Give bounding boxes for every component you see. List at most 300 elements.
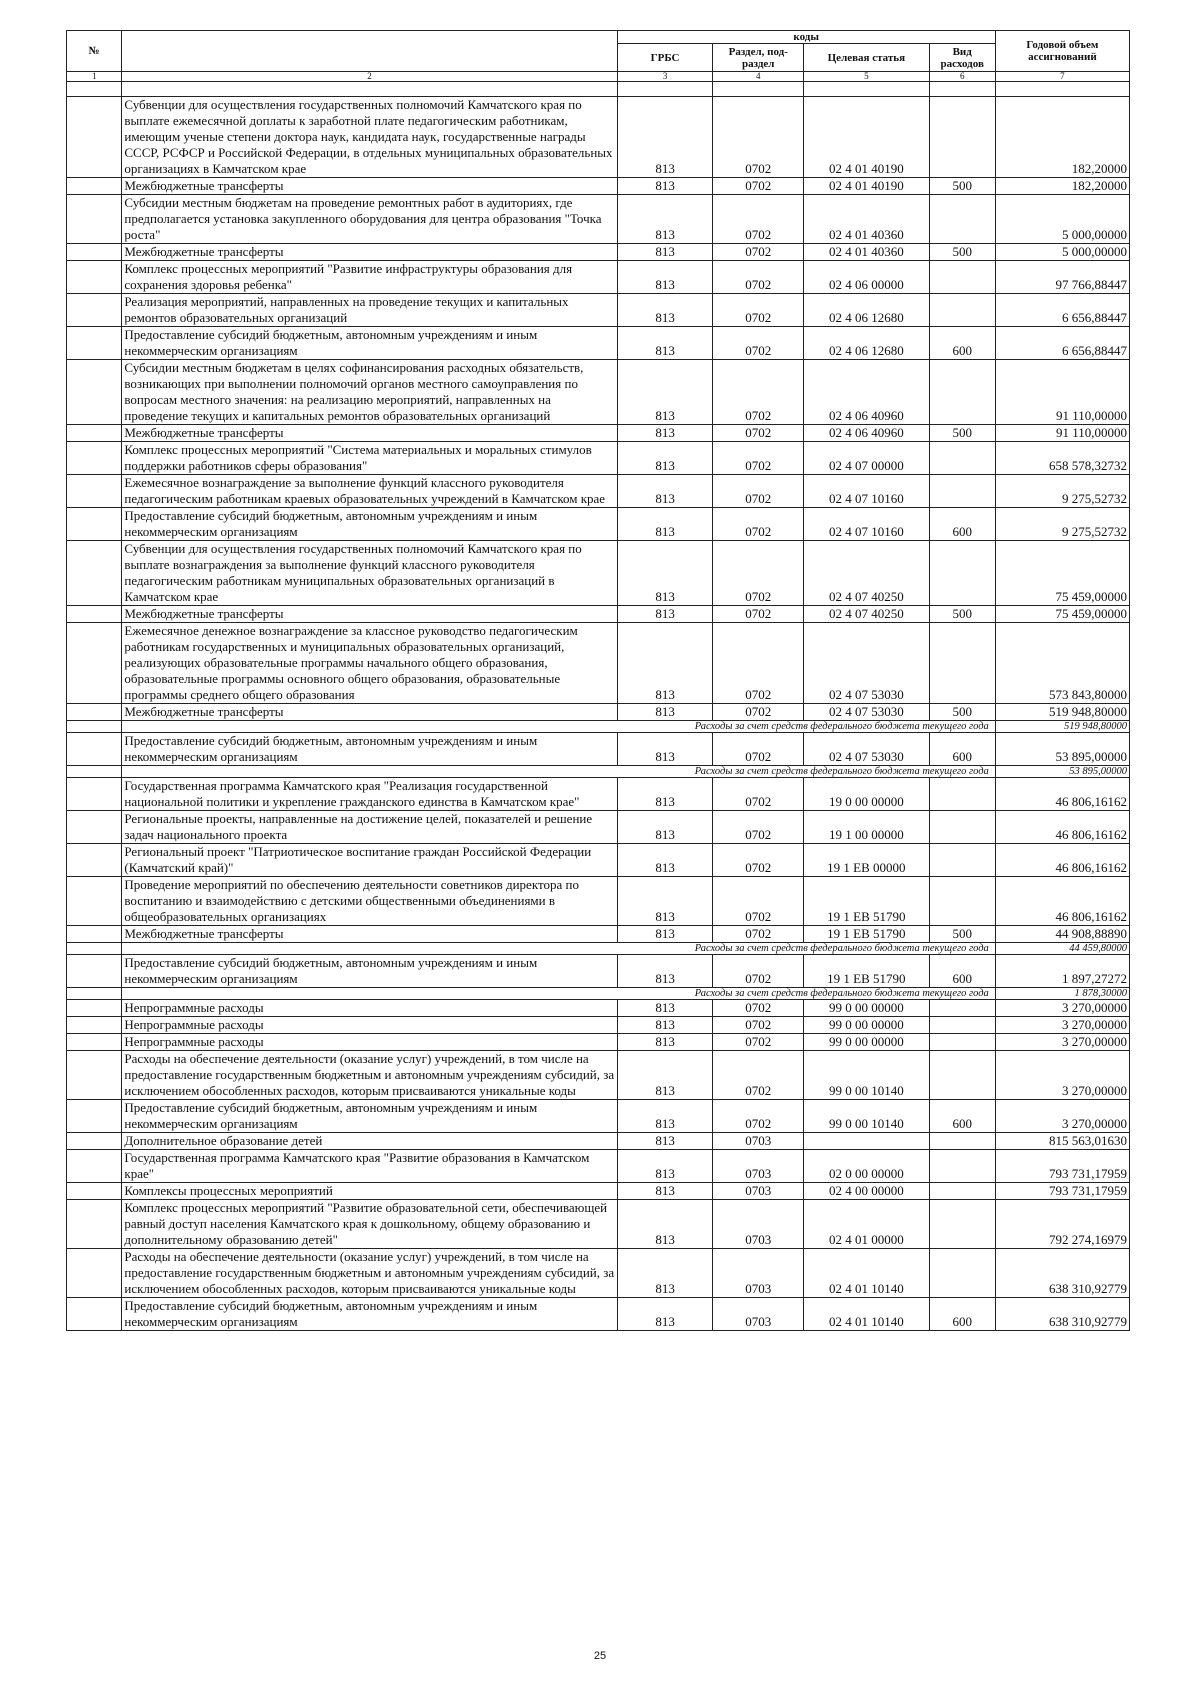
- row-section: 0703: [713, 1150, 804, 1183]
- row-grbs: 813: [617, 606, 713, 623]
- row-section: 0702: [713, 1017, 804, 1034]
- row-section: 0702: [713, 1100, 804, 1133]
- table-row: [67, 1249, 1130, 1298]
- table-row: [67, 606, 1130, 623]
- table-row: [67, 877, 1130, 926]
- col-number: 6: [929, 72, 995, 82]
- row-amount: 519 948,80000: [995, 704, 1129, 721]
- row-num-cell: [67, 327, 122, 360]
- row-kind: 500: [929, 178, 995, 195]
- header-target: Целевая статья: [804, 44, 930, 72]
- row-name: Региональный проект "Патриотическое воспитание граждан Российской Федерации (Камчатский край)": [122, 844, 617, 877]
- row-grbs: 813: [617, 1051, 713, 1100]
- row-num-cell: [67, 1100, 122, 1133]
- federal-budget-label: Расходы за счет средств федерального бюджета текущего года: [122, 766, 995, 778]
- row-target: 02 4 07 53030: [804, 704, 930, 721]
- header-name: [122, 31, 617, 72]
- row-num-cell: [67, 877, 122, 926]
- row-target: 99 0 00 00000: [804, 1017, 930, 1034]
- row-grbs: 813: [617, 623, 713, 704]
- row-num-cell: [67, 844, 122, 877]
- row-target: 02 4 07 00000: [804, 442, 930, 475]
- row-kind: 500: [929, 244, 995, 261]
- row-kind: [929, 195, 995, 244]
- row-name: Комплекс процессных мероприятий "Развитие инфраструктуры образования для сохранения здоровья ребенка": [122, 261, 617, 294]
- row-name: Предоставление субсидий бюджетным, автономным учреждениям и иным некоммерческим организациям: [122, 508, 617, 541]
- row-kind: [929, 811, 995, 844]
- row-grbs: 813: [617, 926, 713, 943]
- table-row: [67, 1017, 1130, 1034]
- row-kind: [929, 1133, 995, 1150]
- row-amount: 46 806,16162: [995, 811, 1129, 844]
- table-row: [67, 327, 1130, 360]
- page-number: 25: [593, 1650, 607, 1662]
- row-grbs: 813: [617, 704, 713, 721]
- row-target: 02 4 00 00000: [804, 1183, 930, 1200]
- federal-budget-label: Расходы за счет средств федерального бюджета текущего года: [122, 943, 995, 955]
- row-kind: 500: [929, 926, 995, 943]
- row-section: 0702: [713, 475, 804, 508]
- row-section: 0702: [713, 606, 804, 623]
- row-kind: [929, 1249, 995, 1298]
- table-row: [67, 811, 1130, 844]
- row-grbs: 813: [617, 1249, 713, 1298]
- row-grbs: 813: [617, 195, 713, 244]
- table-row: [67, 294, 1130, 327]
- row-amount: 3 270,00000: [995, 1000, 1129, 1017]
- row-target: 02 4 07 40250: [804, 606, 930, 623]
- budget-table-body: [67, 97, 1130, 1331]
- row-target: 99 0 00 10140: [804, 1051, 930, 1100]
- row-target: 99 0 00 00000: [804, 1000, 930, 1017]
- row-num-cell: [67, 1150, 122, 1183]
- row-num-cell: [67, 195, 122, 244]
- row-grbs: 813: [617, 811, 713, 844]
- table-row: [67, 1183, 1130, 1200]
- row-grbs: 813: [617, 425, 713, 442]
- row-kind: 500: [929, 606, 995, 623]
- row-grbs: 813: [617, 1000, 713, 1017]
- row-name: Непрограммные расходы: [122, 1017, 617, 1034]
- row-section: 0702: [713, 244, 804, 261]
- row-name: Субвенции для осуществления государственных полномочий Камчатского края по выплате вознаграждения за выполнение функций классного руководителя педагогическим работникам муниципальных образовательных организаций в Камчатском крае: [122, 541, 617, 606]
- row-num-cell: [67, 541, 122, 606]
- row-amount: 658 578,32732: [995, 442, 1129, 475]
- row-target: 99 0 00 00000: [804, 1034, 930, 1051]
- table-row: [67, 475, 1130, 508]
- row-grbs: 813: [617, 844, 713, 877]
- row-name: Расходы на обеспечение деятельности (оказание услуг) учреждений, в том числе на предоставление государственным бюджетным и автономным учреждениям субсидий, за исключением обособленных расходов, которым присваиваются уникальные коды: [122, 1249, 617, 1298]
- row-grbs: 813: [617, 733, 713, 766]
- budget-table: [66, 30, 1130, 1331]
- row-grbs: 813: [617, 1183, 713, 1200]
- table-row: [67, 1200, 1130, 1249]
- table-row: [67, 1051, 1130, 1100]
- row-target: 02 4 06 12680: [804, 327, 930, 360]
- row-num-cell: [67, 1298, 122, 1331]
- row-kind: [929, 778, 995, 811]
- row-target: 02 4 01 40190: [804, 178, 930, 195]
- row-amount: 9 275,52732: [995, 475, 1129, 508]
- federal-budget-row: [67, 943, 1130, 955]
- row-name: Субсидии местным бюджетам в целях софинансирования расходных обязательств, возникающих при выполнении полномочий органов местного самоуправления по вопросам местного значения: на реализацию мероприятий, направленных на проведение текущих и капитальных ремонтов образовательных организаций: [122, 360, 617, 425]
- row-section: 0702: [713, 623, 804, 704]
- row-name: Межбюджетные трансферты: [122, 926, 617, 943]
- row-amount: 44 908,88890: [995, 926, 1129, 943]
- header-section: Раздел, под-раздел: [713, 44, 804, 72]
- row-name: Расходы на обеспечение деятельности (оказание услуг) учреждений, в том числе на предоставление государственным бюджетным и автономным учреждениям субсидий, за исключением обособленных расходов, которым присваиваются уникальные коды: [122, 1051, 617, 1100]
- row-name: Межбюджетные трансферты: [122, 606, 617, 623]
- table-row: [67, 244, 1130, 261]
- table-row: [67, 733, 1130, 766]
- row-kind: [929, 1000, 995, 1017]
- row-amount: 793 731,17959: [995, 1183, 1129, 1200]
- row-target: 02 4 07 10160: [804, 475, 930, 508]
- federal-budget-label: Расходы за счет средств федерального бюджета текущего года: [122, 721, 995, 733]
- row-kind: 600: [929, 955, 995, 988]
- row-num-cell: [67, 926, 122, 943]
- row-target: 19 1 ЕВ 51790: [804, 955, 930, 988]
- row-num-cell: [67, 294, 122, 327]
- row-section: 0702: [713, 541, 804, 606]
- row-kind: 500: [929, 704, 995, 721]
- col-number: 3: [617, 72, 713, 82]
- row-amount: 573 843,80000: [995, 623, 1129, 704]
- row-num-cell: [67, 1034, 122, 1051]
- table-row: [67, 97, 1130, 178]
- table-row: [67, 178, 1130, 195]
- row-amount: 3 270,00000: [995, 1034, 1129, 1051]
- row-target: 02 4 07 53030: [804, 733, 930, 766]
- row-grbs: 813: [617, 360, 713, 425]
- row-kind: [929, 1051, 995, 1100]
- row-num-cell: [67, 1017, 122, 1034]
- table-row: [67, 623, 1130, 704]
- row-name: Ежемесячное денежное вознаграждение за классное руководство педагогическим работникам государственных и муниципальных образовательных организаций, реализующих образовательные программы начального общего образования, образовательные программы основного общего образования, образовательные программы среднего общего образования: [122, 623, 617, 704]
- col-number: 7: [995, 72, 1129, 82]
- row-amount: 5 000,00000: [995, 244, 1129, 261]
- row-section: 0702: [713, 97, 804, 178]
- table-row: [67, 1133, 1130, 1150]
- federal-budget-amount: 519 948,80000: [995, 721, 1129, 733]
- row-kind: [929, 844, 995, 877]
- header-num: №: [67, 31, 122, 72]
- row-name: Проведение мероприятий по обеспечению деятельности советников директора по воспитанию и взаимодействию с детскими общественными объединениями в общеобразовательных организациях: [122, 877, 617, 926]
- header-volume: Годовой объем ассигнований: [995, 31, 1129, 72]
- row-kind: [929, 1183, 995, 1200]
- row-num-cell: [67, 244, 122, 261]
- header-grbs: ГРБС: [617, 44, 713, 72]
- row-num-cell: [67, 508, 122, 541]
- row-section: 0702: [713, 261, 804, 294]
- row-kind: 600: [929, 733, 995, 766]
- federal-budget-amount: 1 878,30000: [995, 988, 1129, 1000]
- row-section: 0702: [713, 1000, 804, 1017]
- row-grbs: 813: [617, 1200, 713, 1249]
- federal-budget-row: [67, 721, 1130, 733]
- row-amount: 1 897,27272: [995, 955, 1129, 988]
- row-name: Дополнительное образование детей: [122, 1133, 617, 1150]
- row-grbs: 813: [617, 1100, 713, 1133]
- row-section: 0702: [713, 195, 804, 244]
- row-num-cell: [67, 425, 122, 442]
- row-kind: [929, 1017, 995, 1034]
- row-amount: 46 806,16162: [995, 877, 1129, 926]
- row-amount: 6 656,88447: [995, 327, 1129, 360]
- row-name: Предоставление субсидий бюджетным, автономным учреждениям и иным некоммерческим организациям: [122, 1100, 617, 1133]
- table-row: [67, 425, 1130, 442]
- row-num-cell: [67, 1200, 122, 1249]
- row-num-cell: [67, 1133, 122, 1150]
- row-num-cell: [67, 606, 122, 623]
- table-row: [67, 360, 1130, 425]
- table-row: [67, 926, 1130, 943]
- row-num-cell: [67, 1183, 122, 1200]
- row-num-cell: [67, 721, 122, 733]
- row-name: Субсидии местным бюджетам на проведение ремонтных работ в аудиториях, где предполагается установка закупленного оборудования для центра образования "Точка роста": [122, 195, 617, 244]
- row-section: 0702: [713, 778, 804, 811]
- row-num-cell: [67, 733, 122, 766]
- row-grbs: 813: [617, 778, 713, 811]
- row-section: 0702: [713, 844, 804, 877]
- row-target: 02 4 01 10140: [804, 1298, 930, 1331]
- row-num-cell: [67, 778, 122, 811]
- row-grbs: 813: [617, 508, 713, 541]
- row-grbs: 813: [617, 294, 713, 327]
- table-row: [67, 1000, 1130, 1017]
- table-row: [67, 541, 1130, 606]
- row-kind: [929, 475, 995, 508]
- row-num-cell: [67, 178, 122, 195]
- row-name: Комплексы процессных мероприятий: [122, 1183, 617, 1200]
- row-target: 02 4 07 10160: [804, 508, 930, 541]
- row-amount: 75 459,00000: [995, 541, 1129, 606]
- row-section: 0702: [713, 178, 804, 195]
- row-target: 19 1 ЕВ 00000: [804, 844, 930, 877]
- row-name: Ежемесячное вознаграждение за выполнение функций классного руководителя педагогическим работникам краевых образовательных учреждений в Камчатском крае: [122, 475, 617, 508]
- row-section: 0703: [713, 1298, 804, 1331]
- row-num-cell: [67, 988, 122, 1000]
- row-grbs: 813: [617, 244, 713, 261]
- row-target: 02 4 07 53030: [804, 623, 930, 704]
- row-kind: [929, 97, 995, 178]
- row-grbs: 813: [617, 955, 713, 988]
- row-amount: 638 310,92779: [995, 1249, 1129, 1298]
- row-section: 0703: [713, 1200, 804, 1249]
- federal-budget-amount: 44 459,80000: [995, 943, 1129, 955]
- row-num-cell: [67, 811, 122, 844]
- row-amount: 5 000,00000: [995, 195, 1129, 244]
- row-kind: 600: [929, 508, 995, 541]
- row-amount: 793 731,17959: [995, 1150, 1129, 1183]
- row-kind: [929, 294, 995, 327]
- row-grbs: 813: [617, 1133, 713, 1150]
- row-grbs: 813: [617, 1017, 713, 1034]
- row-grbs: 813: [617, 261, 713, 294]
- row-num-cell: [67, 955, 122, 988]
- row-grbs: 813: [617, 1034, 713, 1051]
- row-target: [804, 1133, 930, 1150]
- table-row: [67, 778, 1130, 811]
- table-row: [67, 1100, 1130, 1133]
- row-name: Комплекс процессных мероприятий "Система материальных и моральных стимулов поддержки работников сферы образования": [122, 442, 617, 475]
- row-amount: 182,20000: [995, 97, 1129, 178]
- row-kind: [929, 1150, 995, 1183]
- row-target: 02 4 07 40250: [804, 541, 930, 606]
- row-num-cell: [67, 261, 122, 294]
- row-target: 02 0 00 00000: [804, 1150, 930, 1183]
- row-grbs: 813: [617, 877, 713, 926]
- row-section: 0702: [713, 926, 804, 943]
- row-amount: 3 270,00000: [995, 1100, 1129, 1133]
- row-amount: 9 275,52732: [995, 508, 1129, 541]
- table-row: [67, 1034, 1130, 1051]
- row-num-cell: [67, 704, 122, 721]
- row-name: Региональные проекты, направленные на достижение целей, показателей и решение задач национального проекта: [122, 811, 617, 844]
- row-section: 0702: [713, 1051, 804, 1100]
- row-target: 02 4 06 00000: [804, 261, 930, 294]
- row-amount: 792 274,16979: [995, 1200, 1129, 1249]
- row-amount: 75 459,00000: [995, 606, 1129, 623]
- row-target: 19 1 00 00000: [804, 811, 930, 844]
- row-grbs: 813: [617, 541, 713, 606]
- row-name: Межбюджетные трансферты: [122, 704, 617, 721]
- row-name: Предоставление субсидий бюджетным, автономным учреждениям и иным некоммерческим организациям: [122, 1298, 617, 1331]
- row-target: 02 4 06 40960: [804, 360, 930, 425]
- row-section: 0702: [713, 955, 804, 988]
- row-section: 0702: [713, 1034, 804, 1051]
- row-section: 0703: [713, 1183, 804, 1200]
- row-section: 0702: [713, 704, 804, 721]
- table-row: [67, 844, 1130, 877]
- row-kind: [929, 261, 995, 294]
- row-num-cell: [67, 475, 122, 508]
- row-kind: 600: [929, 1100, 995, 1133]
- row-name: Непрограммные расходы: [122, 1034, 617, 1051]
- row-kind: 600: [929, 1298, 995, 1331]
- row-kind: [929, 623, 995, 704]
- table-row: [67, 508, 1130, 541]
- row-grbs: 813: [617, 327, 713, 360]
- row-kind: 500: [929, 425, 995, 442]
- row-name: Государственная программа Камчатского края "Реализация государственной национальной политики и укрепление гражданского единства в Камчатском крае": [122, 778, 617, 811]
- row-amount: 46 806,16162: [995, 844, 1129, 877]
- row-num-cell: [67, 623, 122, 704]
- row-grbs: 813: [617, 97, 713, 178]
- col-number: 2: [122, 72, 617, 82]
- col-number: 1: [67, 72, 122, 82]
- row-amount: 815 563,01630: [995, 1133, 1129, 1150]
- row-name: Субвенции для осуществления государственных полномочий Камчатского края по выплате ежемесячной доплаты к заработной плате педагогическим работникам, имеющим ученые степени доктора наук, кандидата наук, государственные награды СССР, РСФСР и Российской Федерации, в отдельных муниципальных образовательных организациях в Камчатском крае: [122, 97, 617, 178]
- row-num-cell: [67, 1000, 122, 1017]
- table-row: [67, 1298, 1130, 1331]
- table-row: [67, 442, 1130, 475]
- row-target: 02 4 01 40360: [804, 195, 930, 244]
- row-num-cell: [67, 97, 122, 178]
- row-target: 02 4 01 40360: [804, 244, 930, 261]
- row-name: Предоставление субсидий бюджетным, автономным учреждениям и иным некоммерческим организациям: [122, 733, 617, 766]
- row-amount: 3 270,00000: [995, 1017, 1129, 1034]
- federal-budget-amount: 53 895,00000: [995, 766, 1129, 778]
- row-name: Предоставление субсидий бюджетным, автономным учреждениям и иным некоммерческим организациям: [122, 955, 617, 988]
- row-name: Реализация мероприятий, направленных на проведение текущих и капитальных ремонтов образовательных организаций: [122, 294, 617, 327]
- row-amount: 638 310,92779: [995, 1298, 1129, 1331]
- col-number: 5: [804, 72, 930, 82]
- row-section: 0702: [713, 733, 804, 766]
- header-codes: коды: [617, 31, 995, 44]
- row-amount: 91 110,00000: [995, 425, 1129, 442]
- row-section: 0702: [713, 294, 804, 327]
- row-num-cell: [67, 360, 122, 425]
- row-target: 02 4 06 40960: [804, 425, 930, 442]
- row-amount: 182,20000: [995, 178, 1129, 195]
- row-num-cell: [67, 1249, 122, 1298]
- row-target: 99 0 00 10140: [804, 1100, 930, 1133]
- federal-budget-label: Расходы за счет средств федерального бюджета текущего года: [122, 988, 995, 1000]
- row-amount: 91 110,00000: [995, 360, 1129, 425]
- row-amount: 97 766,88447: [995, 261, 1129, 294]
- table-row: [67, 261, 1130, 294]
- row-section: 0702: [713, 811, 804, 844]
- row-grbs: 813: [617, 178, 713, 195]
- row-num-cell: [67, 943, 122, 955]
- row-section: 0702: [713, 360, 804, 425]
- header-kind: Вид расходов: [929, 44, 995, 72]
- row-grbs: 813: [617, 1150, 713, 1183]
- budget-page: [66, 30, 1130, 1331]
- row-kind: [929, 541, 995, 606]
- row-amount: 3 270,00000: [995, 1051, 1129, 1100]
- federal-budget-row: [67, 766, 1130, 778]
- table-row: [67, 955, 1130, 988]
- row-name: Межбюджетные трансферты: [122, 178, 617, 195]
- row-grbs: 813: [617, 442, 713, 475]
- row-num-cell: [67, 442, 122, 475]
- row-section: 0702: [713, 425, 804, 442]
- row-target: 02 4 01 40190: [804, 97, 930, 178]
- row-amount: 6 656,88447: [995, 294, 1129, 327]
- row-grbs: 813: [617, 475, 713, 508]
- row-name: Государственная программа Камчатского края "Развитие образования в Камчатском крае": [122, 1150, 617, 1183]
- row-name: Межбюджетные трансферты: [122, 425, 617, 442]
- row-name: Непрограммные расходы: [122, 1000, 617, 1017]
- row-target: 02 4 01 00000: [804, 1200, 930, 1249]
- row-amount: 53 895,00000: [995, 733, 1129, 766]
- row-section: 0702: [713, 327, 804, 360]
- row-num-cell: [67, 1051, 122, 1100]
- row-name: Предоставление субсидий бюджетным, автономным учреждениям и иным некоммерческим организациям: [122, 327, 617, 360]
- row-section: 0702: [713, 442, 804, 475]
- row-target: 02 4 01 10140: [804, 1249, 930, 1298]
- row-kind: [929, 1034, 995, 1051]
- row-name: Комплекс процессных мероприятий "Развитие образовательной сети, обеспечивающей равный доступ населения Камчатского края к дошкольному, общему образованию и дополнительному образованию детей": [122, 1200, 617, 1249]
- row-name: Межбюджетные трансферты: [122, 244, 617, 261]
- table-row: [67, 195, 1130, 244]
- row-section: 0702: [713, 877, 804, 926]
- row-grbs: 813: [617, 1298, 713, 1331]
- table-row: [67, 1150, 1130, 1183]
- row-kind: [929, 1200, 995, 1249]
- table-row: [67, 704, 1130, 721]
- federal-budget-row: [67, 988, 1130, 1000]
- row-kind: 600: [929, 327, 995, 360]
- row-section: 0702: [713, 508, 804, 541]
- row-amount: 46 806,16162: [995, 778, 1129, 811]
- row-kind: [929, 877, 995, 926]
- row-target: 19 0 00 00000: [804, 778, 930, 811]
- row-kind: [929, 442, 995, 475]
- row-target: 19 1 ЕВ 51790: [804, 877, 930, 926]
